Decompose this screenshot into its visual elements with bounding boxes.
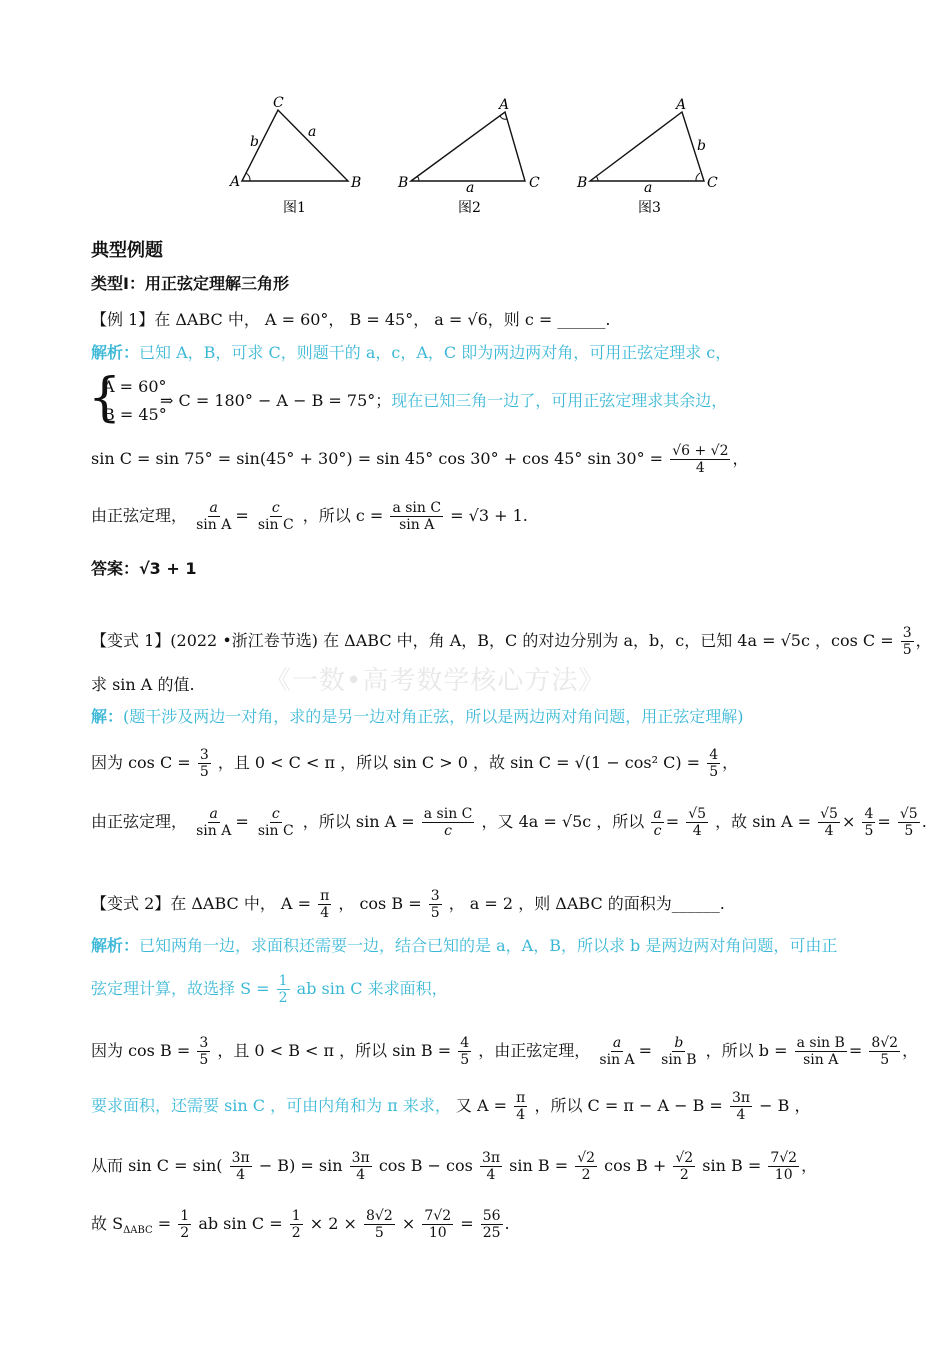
variant-1-line-1: 因为 cos C = $\frac{3}{5}$ ，且 0 < C < π ，所以 sin C > 0 ，故 sin C = √(1 − cos² C) = $\frac{4}{5}$ ，: [91, 747, 739, 780]
law-prefix: 由正弦定理，: [91, 506, 188, 525]
law-end: = √3 + 1.: [450, 506, 528, 525]
fraction: $\frac{√5}{4}$: [688, 806, 707, 839]
fraction: $\frac{c}{\text{sin C}}$: [257, 500, 294, 533]
analysis-label: 解析：: [91, 936, 140, 955]
fraction: $\frac{3\pi}{4}$: [731, 1090, 751, 1123]
variant-1-solution-hint: [91, 706, 744, 728]
variant-2-line-2: 要求面积，还需要 sin C ，可由内角和为 π 来求， 又 A = $\frac{\pi}{4}$ ，所以 C = π − A − B = $\frac{3\pi}{4}$ − B ，: [91, 1090, 811, 1123]
system-eq-2: B = 45°: [103, 405, 167, 424]
fraction: $\frac{8√2}{5}$: [871, 1035, 899, 1068]
solution-hint: (题干涉及两边一对角，求的是另一边对角正弦，所以是两边两对角问题，用正弦定理解): [123, 707, 744, 726]
svg-text:C: C: [707, 175, 718, 191]
type-heading: 类型Ⅰ：用正弦定理解三角形: [91, 274, 289, 293]
triangle-figures: [220, 90, 740, 220]
fraction: $\frac{a}{\text{sin A}}$: [599, 1035, 635, 1068]
figure-2: [397, 97, 540, 216]
fraction: $\frac{\text{a sin C}}{c}$: [423, 806, 473, 839]
figure-1: [228, 95, 361, 216]
fraction: $\frac{a}{\text{sin A}}$: [196, 500, 232, 533]
fraction: $\frac{1}{2}$: [180, 1208, 190, 1241]
svg-text:b: b: [250, 134, 259, 150]
fraction: $\frac{1}{2}$: [291, 1208, 301, 1241]
figure-3: [576, 97, 718, 216]
svg-text:B: B: [351, 175, 362, 191]
angle-c-result: ⇒ C = 180° − A − B = 75°；: [160, 391, 392, 410]
fraction: $\frac{4}{5}$: [864, 806, 874, 839]
fraction: $\frac{\pi}{4}$: [320, 888, 330, 921]
fraction: $\frac{c}{\text{sin C}}$: [257, 806, 294, 839]
svg-text:B: B: [577, 175, 588, 191]
fraction: $\frac{7√2}{10}$: [424, 1208, 452, 1241]
svg-text:C: C: [273, 95, 284, 111]
section-heading: 典型例题: [91, 240, 163, 261]
analysis-text: 已知两角一边，求面积还需要一边，结合已知的是 a，A，B，所以求 b 是两边两对角问题，可由正: [139, 936, 838, 955]
watermark: 《一数•高考数学核心方法》: [265, 666, 606, 696]
solution-label: 解：: [91, 707, 124, 726]
sin-c-expression: sin C = sin 75° = sin(45° + 30°) = sin 45° cos 30° + cos 45° sin 30° =: [91, 449, 664, 468]
variant-1-text: 【变式 1】(2022 •浙江卷节选) 在 ΔABC 中，角 A，B，C 的对边分别为 a，b，c，已知 4a = √5c ，cos C =: [91, 631, 894, 650]
fraction: $\frac{√2}{2}$: [577, 1150, 596, 1183]
example-1-stem: 【例 1】在 ΔABC 中， A = 60°， B = 45°， a = √6，则 c = ______.: [91, 310, 611, 329]
svg-text:C: C: [529, 175, 540, 191]
svg-text:图3: 图3: [638, 200, 661, 216]
svg-text:a: a: [466, 180, 475, 196]
fraction: $\frac{√6 + √2}{4}$: [672, 443, 729, 476]
system-brace: {: [88, 368, 122, 428]
example-1-answer: 答案：√3 + 1: [91, 559, 197, 578]
law-of-sines-line: 由正弦定理， $\frac{a}{\text{sin A}}$ = $\frac{c}{\text{sin C}}$ ，所以 c = $\frac{\text{a sin C}}{\text{sin A}}$ = √3 + 1.: [91, 500, 528, 533]
fraction: $\frac{1}{2}$: [278, 973, 288, 1006]
variant-2-analysis-2: 弦定理计算，故选择 S = $\frac{1}{2}$ ab sin C 来求面积，: [91, 973, 448, 1006]
svg-text:图1: 图1: [283, 200, 306, 216]
law-mid: ，所以 c =: [302, 506, 384, 525]
fraction: $\frac{b}{\text{sin B}}$: [661, 1035, 697, 1068]
fraction: $\frac{3}{5}$: [199, 747, 209, 780]
svg-text:a: a: [644, 180, 653, 196]
fraction: $\frac{a}{c}$: [653, 806, 662, 839]
svg-text:b: b: [697, 138, 706, 154]
variant-1-ask: 求 sin A 的值.: [91, 675, 195, 694]
system-result: [160, 390, 727, 412]
fraction: $\frac{3}{5}$: [199, 1035, 209, 1068]
analysis-text-2: 现在已知三角一边了，可用正弦定理求其余边，: [391, 391, 728, 410]
fraction: $\frac{3\pi}{4}$: [481, 1150, 501, 1183]
fraction: $\frac{a}{\text{sin A}}$: [196, 806, 232, 839]
fraction: $\frac{7√2}{10}$: [770, 1150, 798, 1183]
example-1-analysis: [91, 342, 731, 364]
variant-1-line-2: 由正弦定理， $\frac{a}{\text{sin A}}$ = $\frac{c}{\text{sin C}}$ ，所以 sin A = $\frac{\text{a sin C}}{c}$ ，又 4a = √5c ，所以 $\frac{a}{c}$ = $\frac{√5}{4}$ ，故 sin A = $\frac{√5}{4}$ × $\frac{4}{5}$ = $\frac{√5}{5}$ .: [91, 806, 927, 839]
variant-2-stem: 【变式 2】在 ΔABC 中， A = $\frac{\pi}{4}$ ， cos B = $\frac{3}{5}$ ， a = 2 ，则 ΔABC 的面积为______.: [91, 888, 725, 921]
fraction: $\frac{\pi}{4}$: [516, 1090, 526, 1123]
fraction: $\frac{√5}{5}$: [899, 806, 918, 839]
fraction: $\frac{√2}{2}$: [675, 1150, 694, 1183]
variant-2-line-4: 故 $S_{\Delta ABC}$ = $\frac{1}{2}$ ab sin C = $\frac{1}{2}$ × 2 × $\frac{8√2}{5}$ × $\frac{7√2}{10}$ = $\frac{56}{25}$ .: [91, 1208, 510, 1241]
analysis-text: 已知 A，B，可求 C，则题干的 a，c，A，C 即为两边两对角，可用正弦定理求 c，: [139, 343, 732, 362]
svg-text:A: A: [230, 174, 241, 190]
fraction: $\frac{3}{5}$: [430, 888, 440, 921]
fraction: $\frac{\text{a sin C}}{\text{sin A}}$: [392, 500, 442, 533]
fraction: $\frac{√5}{4}$: [820, 806, 838, 839]
fraction: $\frac{\text{a sin B}}{\text{sin A}}$: [796, 1035, 845, 1068]
variant-2-analysis-1: [91, 935, 837, 957]
analysis-label: 解析：: [91, 343, 140, 362]
fraction: $\frac{8√2}{5}$: [366, 1208, 393, 1241]
fraction: $\frac{3\pi}{4}$: [351, 1150, 370, 1183]
svg-text:A: A: [499, 97, 510, 113]
variant-2-line-1: 因为 cos B = $\frac{3}{5}$ ，且 0 < B < π ，所以 sin B = $\frac{4}{5}$ ，由正弦定理， $\frac{a}{\text{sin A}}$ = $\frac{b}{\text{sin B}}$ ，所以 b = $\frac{\text{a sin B}}{\text{sin A}}$ = $\frac{8√2}{5}$ ，: [91, 1035, 919, 1068]
svg-text:a: a: [308, 124, 317, 140]
fraction: $\frac{4}{5}$: [460, 1035, 470, 1068]
sin-c-line: sin C = sin 75° = sin(45° + 30°) = sin 45° cos 30° + cos 45° sin 30° = $\frac{√6 + √2}{4}$ ，: [91, 443, 749, 476]
fraction: $\frac{3}{5}$: [902, 625, 912, 658]
fraction: $\frac{3\pi}{4}$: [231, 1150, 250, 1183]
variant-2-line-3: 从而 sin C = sin( $\frac{3\pi}{4}$ − B) = sin $\frac{3\pi}{4}$ cos B − cos $\frac{3\pi}{4}$ sin B = $\frac{√2}{2}$ cos B + $\frac{√2}{2}$ sin B = $\frac{7√2}{10}$ ，: [91, 1150, 818, 1183]
svg-text:图2: 图2: [458, 200, 481, 216]
variant-1-stem: 【变式 1】(2022 •浙江卷节选) 在 ΔABC 中，角 A，B，C 的对边分别为 a，b，c，已知 4a = √5c ，cos C = $\frac{3}{5}$ ，: [91, 625, 932, 658]
system-eq-1: A = 60°: [103, 377, 167, 396]
fraction: $\frac{56}{25}$: [482, 1208, 501, 1241]
fraction: $\frac{4}{5}$: [709, 747, 719, 780]
svg-text:B: B: [398, 175, 409, 191]
svg-text:A: A: [676, 97, 687, 113]
